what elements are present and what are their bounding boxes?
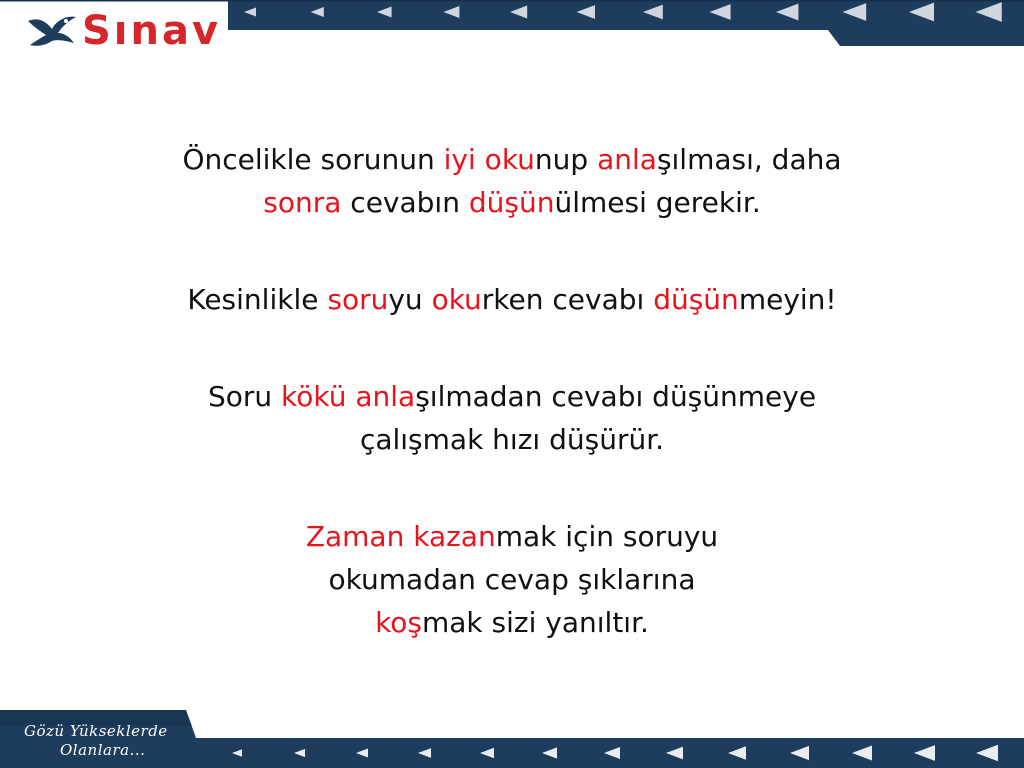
highlighted-text: kökü xyxy=(281,380,347,413)
paragraph xyxy=(60,278,964,321)
body-text: mak sizi yanıltır. xyxy=(422,606,649,639)
highlighted-text: anla xyxy=(597,143,657,176)
highlighted-text: koş xyxy=(375,606,422,639)
paragraph xyxy=(60,515,964,644)
highlighted-text: düşün xyxy=(468,186,555,219)
body-text: rken cevabı xyxy=(481,283,654,316)
text-line xyxy=(60,375,964,418)
brand-name: Sınav xyxy=(82,8,222,54)
body-text: meyin! xyxy=(738,283,837,316)
body-text: ülmesi gerekir. xyxy=(554,186,761,219)
body-text: okumadan cevap şıklarına xyxy=(328,563,696,596)
highlighted-text: sonra xyxy=(263,186,342,219)
slide-content xyxy=(60,138,964,698)
highlighted-text: iyi oku xyxy=(443,143,535,176)
slogan-line-1: Gözü Yükseklerde xyxy=(24,722,168,740)
body-text: şılması, daha xyxy=(656,143,842,176)
brand-slogan xyxy=(24,722,194,760)
text-line xyxy=(60,558,964,601)
eagle-icon xyxy=(26,11,78,51)
body-text: şılmadan cevabı düşünmeye xyxy=(415,380,817,413)
text-line xyxy=(60,515,964,558)
text-line xyxy=(60,278,964,321)
highlighted-text: soru xyxy=(327,283,389,316)
paragraph xyxy=(60,375,964,461)
body-text: yu xyxy=(388,283,432,316)
brand-logo xyxy=(26,8,221,54)
body-text: çalışmak hızı düşürür. xyxy=(359,423,665,456)
body-text: Öncelikle sorunun xyxy=(182,143,444,176)
text-line xyxy=(60,418,964,461)
text-line xyxy=(60,601,964,644)
highlighted-text: oku xyxy=(431,283,482,316)
body-text: nup xyxy=(534,143,598,176)
text-line xyxy=(60,181,964,224)
body-text: cevabın xyxy=(341,186,469,219)
body-text: Soru xyxy=(207,380,281,413)
text-line xyxy=(60,138,964,181)
body-text: Kesinlikle xyxy=(187,283,328,316)
highlighted-text: anla xyxy=(355,380,416,413)
top-bar-band xyxy=(228,0,1024,46)
highlighted-text: Zaman kazan xyxy=(305,520,496,553)
slogan-line-2: Olanlara... xyxy=(60,741,146,759)
highlighted-text: düşün xyxy=(653,283,739,316)
body-text: mak için soruyu xyxy=(495,520,719,553)
paragraph xyxy=(60,138,964,224)
